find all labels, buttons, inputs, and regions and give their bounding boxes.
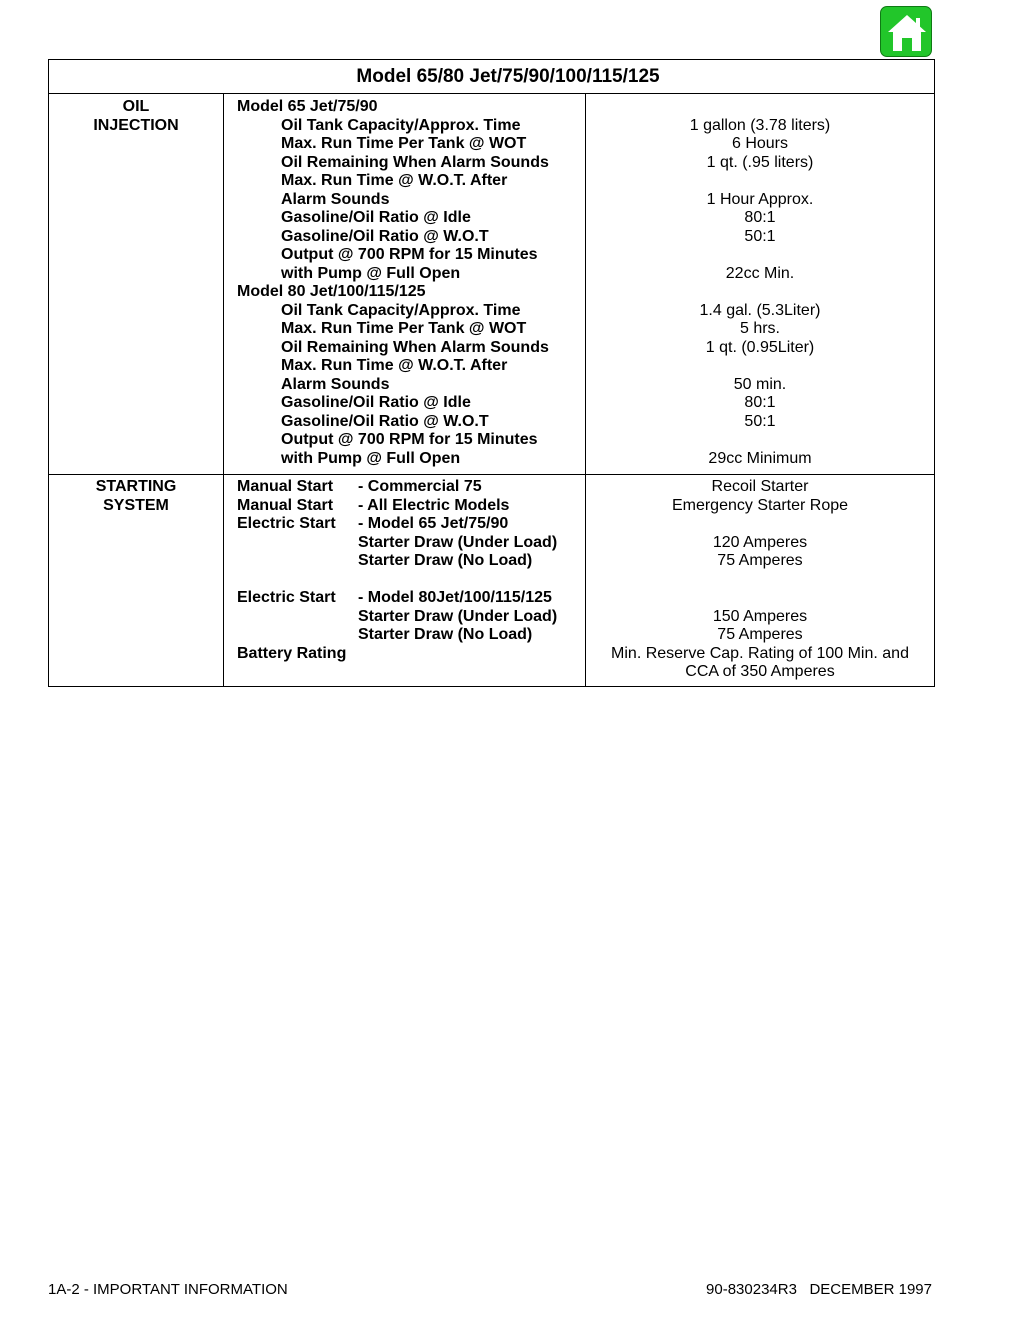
model-group-heading: Model 80 Jet/100/115/125 xyxy=(237,283,426,300)
spec-value: 29cc Minimum xyxy=(708,449,812,467)
spec-item: Gasoline/Oil Ratio @ Idle xyxy=(281,394,471,411)
category-label: STARTING xyxy=(95,478,177,495)
category-label: SYSTEM xyxy=(103,496,169,514)
specifications-table xyxy=(48,59,935,687)
spec-value: 150 Amperes xyxy=(712,607,808,625)
spec-value: CCA of 350 Amperes xyxy=(685,663,835,680)
footer-section-title: 1A-2 - IMPORTANT INFORMATION xyxy=(48,1281,288,1298)
spec-item: Output @ 700 RPM for 15 Minutes xyxy=(281,246,538,263)
spec-item: Starter Draw (Under Load) xyxy=(358,533,558,551)
spec-item: Alarm Sounds xyxy=(281,375,390,393)
spec-item: - Commercial 75 xyxy=(358,478,482,495)
spec-value: 80:1 xyxy=(744,394,776,411)
spec-item: Gasoline/Oil Ratio @ W.O.T xyxy=(281,227,489,245)
spec-item: - Model 80Jet/100/115/125 xyxy=(358,589,552,606)
spec-item: - Model 65 Jet/75/90 xyxy=(358,515,509,532)
spec-item: Max. Run Time Per Tank @ WOT xyxy=(281,135,527,152)
spec-label: Manual Start xyxy=(237,478,334,495)
spec-value: 50:1 xyxy=(744,227,776,245)
spec-item: Output @ 700 RPM for 15 Minutes xyxy=(281,431,538,448)
spec-value: 80:1 xyxy=(744,209,776,226)
spec-item: - All Electric Models xyxy=(358,496,510,514)
spec-item: Oil Tank Capacity/Approx. Time xyxy=(281,116,521,134)
spec-value: 5 hrs. xyxy=(739,320,780,337)
spec-value: 1 Hour Approx. xyxy=(706,190,814,208)
spec-item: Oil Remaining When Alarm Sounds xyxy=(281,338,549,356)
spec-value: 50:1 xyxy=(744,412,776,430)
spec-item: with Pump @ Full Open xyxy=(281,264,461,282)
spec-label: Manual Start xyxy=(237,496,334,514)
home-icon xyxy=(881,7,933,58)
spec-value: 75 Amperes xyxy=(717,552,803,569)
spec-item: Alarm Sounds xyxy=(281,190,390,208)
spec-item: with Pump @ Full Open xyxy=(281,449,461,467)
spec-value: 75 Amperes xyxy=(717,626,803,643)
footer-doc-number: 90-830234R3 DECEMBER 1997 xyxy=(706,1281,932,1298)
spec-item: Gasoline/Oil Ratio @ W.O.T xyxy=(281,412,489,430)
spec-item: Max. Run Time @ W.O.T. After xyxy=(281,357,508,374)
spec-item: Oil Tank Capacity/Approx. Time xyxy=(281,301,521,319)
spec-value: 1 qt. (.95 liters) xyxy=(706,153,814,171)
spec-value: 120 Amperes xyxy=(712,533,808,551)
spec-value: Recoil Starter xyxy=(711,478,809,495)
spec-label: Battery Rating xyxy=(237,644,347,662)
spec-item: Starter Draw (No Load) xyxy=(358,552,533,569)
table-title: Model 65/80 Jet/75/90/100/115/125 xyxy=(49,60,934,94)
spec-item: Starter Draw (No Load) xyxy=(358,626,533,643)
spec-label: Electric Start xyxy=(237,589,336,606)
model-group-heading: Model 65 Jet/75/90 xyxy=(237,98,378,115)
column-divider xyxy=(223,94,224,686)
spec-value: 50 min. xyxy=(733,375,787,393)
spec-item: Starter Draw (Under Load) xyxy=(358,607,558,625)
spec-value: 1 qt. (0.95Liter) xyxy=(705,338,815,356)
spec-value: Emergency Starter Rope xyxy=(671,496,849,514)
spec-item: Gasoline/Oil Ratio @ Idle xyxy=(281,209,471,226)
spec-value: Min. Reserve Cap. Rating of 100 Min. and xyxy=(611,644,909,662)
category-label: INJECTION xyxy=(93,116,179,134)
spec-value: 1.4 gal. (5.3Liter) xyxy=(699,301,821,319)
spec-value: 1 gallon (3.78 liters) xyxy=(689,116,831,134)
spec-item: Max. Run Time Per Tank @ WOT xyxy=(281,320,527,337)
home-button[interactable] xyxy=(880,6,932,57)
spec-item: Max. Run Time @ W.O.T. After xyxy=(281,172,508,189)
row-divider xyxy=(49,474,934,475)
spec-value: 22cc Min. xyxy=(725,264,795,282)
spec-value: 6 Hours xyxy=(731,135,789,152)
category-label: OIL xyxy=(122,98,150,115)
spec-item: Oil Remaining When Alarm Sounds xyxy=(281,153,549,171)
spec-label: Electric Start xyxy=(237,515,336,532)
